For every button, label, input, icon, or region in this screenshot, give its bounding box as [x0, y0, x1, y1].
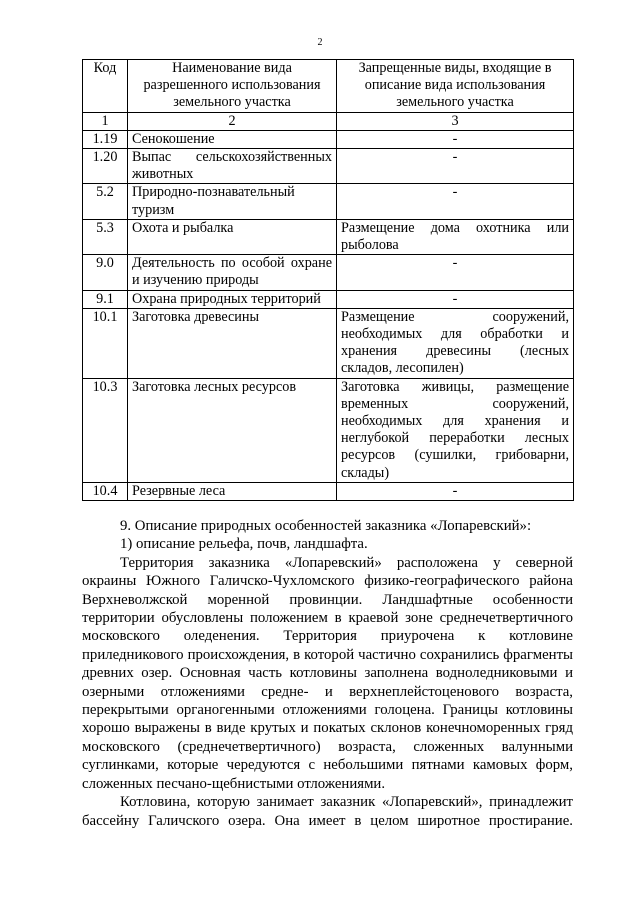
table-row: [83, 130, 574, 148]
body-text: [82, 517, 573, 830]
numbering-cell: 2: [128, 112, 337, 130]
row-name: Охота и рыбалка: [128, 219, 337, 254]
table-row: [83, 255, 574, 290]
row-forbidden: -: [337, 184, 574, 219]
row-code: 10.4: [83, 482, 128, 500]
table-row: [83, 290, 574, 308]
row-name: Выпас сельскохозяйственных животных: [128, 149, 337, 184]
table-row: [83, 308, 574, 378]
row-name: Деятельность по особой охране и изучению природы: [128, 255, 337, 290]
row-code: 1.19: [83, 130, 128, 148]
row-forbidden: Заготовка живицы, размещение временных сооружений, необходимых для хранения и неглубокой переработки лесных ресурсов (сушилки, грибоварни, склады): [337, 378, 574, 482]
numbering-cell: 1: [83, 112, 128, 130]
table-header-row: [83, 60, 574, 113]
row-forbidden: -: [337, 290, 574, 308]
row-name: Сенокошение: [128, 130, 337, 148]
header-use-name: Наименование вида разрешенного использования земельного участка: [128, 60, 337, 113]
row-code: 1.20: [83, 149, 128, 184]
header-code: Код: [83, 60, 128, 113]
table-numbering-row: [83, 112, 574, 130]
row-code: 5.3: [83, 219, 128, 254]
table-row: [83, 149, 574, 184]
row-code: 10.3: [83, 378, 128, 482]
row-forbidden: -: [337, 255, 574, 290]
row-forbidden: -: [337, 130, 574, 148]
land-use-table: [82, 59, 574, 501]
row-forbidden: -: [337, 149, 574, 184]
row-code: 5.2: [83, 184, 128, 219]
table-row: [83, 219, 574, 254]
paragraph: Котловина, которую занимает заказник «Лопаревский», принадлежит бассейну Галичского озера. Она имеет в целом широтное простирание.: [82, 794, 573, 829]
header-forbidden: Запрещенные виды, входящие в описание вида использования земельного участка: [337, 60, 574, 113]
numbering-cell: 3: [337, 112, 574, 130]
row-name: Заготовка лесных ресурсов: [128, 378, 337, 482]
row-forbidden: Размещение сооружений, необходимых для обработки и хранения древесины (лесных складов, лесопилен): [337, 308, 574, 378]
row-code: 9.1: [83, 290, 128, 308]
table-row: [83, 184, 574, 219]
page-number: 2: [317, 37, 323, 48]
row-name: Природно-познавательный туризм: [128, 184, 337, 219]
subheading: 1) описание рельефа, почв, ландшафта.: [120, 536, 368, 553]
table-row: [83, 482, 574, 500]
row-name: Охрана природных территорий: [128, 290, 337, 308]
row-code: 10.1: [83, 308, 128, 378]
row-name: Заготовка древесины: [128, 308, 337, 378]
table-row: [83, 378, 574, 482]
paragraph: Территория заказника «Лопаревский» расположена у северной окраины Южного Галичско-Чухломского физико-географического района Верхневолжской моренной провинции. Ландшафтные особенности территории обусловлены положением в краевой зоне среднечетвертичного московского оледенения. Территория приурочена к котловине приледникового происхождения, в которой частично сохранились фрагменты древних озер. Основная часть котловины заполнена водноледниковыми и озерными отложениями средне- и верхнеплейстоценового возраста, перекрытыми органогенными отложениями голоцена. Границы котловины хорошо выражены в виде крутых и покатых склонов конечноморенных гряд московского (среднечетвертичного) возраста, сложенных валунными суглинками, которые чередуются с небольшими пятнами камовых форм, сложенных песчано-щебнистыми отложениями.: [82, 554, 573, 792]
row-code: 9.0: [83, 255, 128, 290]
row-forbidden: Размещение дома охотника или рыболова: [337, 219, 574, 254]
row-forbidden: -: [337, 482, 574, 500]
section-heading: 9. Описание природных особенностей заказника «Лопаревский»:: [120, 518, 532, 534]
row-name: Резервные леса: [128, 482, 337, 500]
